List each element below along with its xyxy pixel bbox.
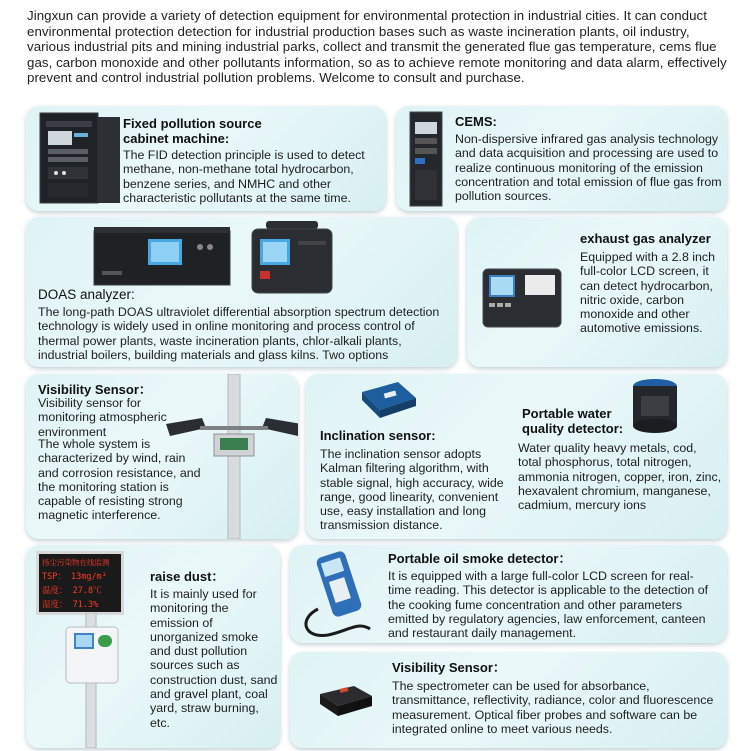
card-text: It is equipped with a large full-color LCD screen for real-time reading. This detector is applicable to the detection of the cooking fume concentration and other parameters emitted by regulatory agencies, law enforcement, canteen and restaurant daily management. <box>388 569 709 641</box>
card-title: Visibility Sensor： <box>392 660 506 675</box>
card-text: Visibility sensor for monitoring atmospheric environment <box>38 396 167 439</box>
card-inclination-water <box>306 374 727 539</box>
card-spectrometer <box>290 652 727 748</box>
water-quality-detector-image <box>626 376 684 434</box>
card-text: Equipped with a 2.8 inch full-color LCD screen, it can detect hydrocarbon, nitric oxide, carbon monoxide and other automotive emissions. <box>580 250 716 336</box>
dust-monitor-display <box>36 551 124 615</box>
card-title: Inclination sensor: <box>320 428 436 443</box>
card-title: Portable oil smoke detector： <box>388 551 572 566</box>
card-cems <box>396 106 727 211</box>
card-raise-dust <box>26 545 280 748</box>
doas-portable-analyzer-image <box>248 219 336 297</box>
card-title-2: Portable water quality detector: <box>522 406 624 436</box>
card-title: Visibility Sensor： <box>38 382 152 397</box>
card-text: The long-path DOAS ultraviolet differential absorption spectrum detection technology is widely used in online monitoring and process control of thermal power plants, waste incineration plants, chlor-alkali plants, industrial boilers, building materials and glass kilns. Two options <box>38 305 440 362</box>
display-line: TSP： 13mg/m³ <box>42 572 107 582</box>
card-text: The FID detection principle is used to detect methane, non-methane total hydrocarbon, benzene series, and NMHC and other characteristic pollutants at the same time. <box>123 148 365 205</box>
cems-cabinet-image <box>406 110 446 208</box>
card-oil-smoke-detector <box>290 545 727 643</box>
card-text: Non-dispersive infrared gas analysis technology and data acquisition and processing are used to realize continuous monitoring of the emission concentration and total emission of flue gas from pollution sources. <box>455 132 722 204</box>
card-title: Fixed pollution source cabinet machine: <box>123 116 262 146</box>
intro-paragraph: Jingxun can provide a variety of detection equipment for environmental protection in industrial cities. It can conduct environmental protection detection for industrial production bases such as waste incineration plants, oil industry, various industrial pits and mining industrial parks, collect and transmit the generated flue gas temperature, cems flue gas, carbon monoxide and other pollutants information, so as to achieve remote monitoring and data alarm, effectively prevent and control industrial pollution problems. Welcome to consult and purchase. <box>27 8 727 86</box>
card-title: exhaust gas analyzer <box>580 231 711 246</box>
display-line: 扬尘污染物在线监测 <box>42 558 110 567</box>
card-visibility-sensor <box>26 374 298 539</box>
card-text-2: The whole system is characterized by wind, rain and corrosion resistance, and the monitoring station is capable of resisting strong magnetic interference. <box>38 437 201 523</box>
card-title: DOAS analyzer: <box>38 287 135 302</box>
doas-rack-analyzer-image <box>92 225 232 291</box>
card-title: CEMS: <box>455 114 497 129</box>
card-text: The inclination sensor adopts Kalman filtering algorithm, with stable signal, high accuracy, wide range, good linearity, convenient use, easy installation and long transmission distance. <box>320 447 504 533</box>
spectrometer-image <box>314 678 378 722</box>
exhaust-gas-analyzer-image <box>479 261 565 331</box>
card-title: raise dust： <box>150 569 225 584</box>
card-text: It is mainly used for monitoring the emission of unorganized smoke and dust pollution sources such as construction dust, sand and gravel plant, coal yard, straw burning, etc. <box>150 587 278 730</box>
display-line: 温度： 27.8℃ <box>42 586 102 596</box>
cabinet-machine-image <box>36 111 126 207</box>
display-line: 湿度： 71.3% <box>42 600 99 610</box>
card-text: The spectrometer can be used for absorbance, transmittance, reflectivity, radiance, color and fluorescence measurement. Optical fiber probes and software can be integrated online to meet various needs. <box>392 679 714 736</box>
card-text-2: Water quality heavy metals, cod, total phosphorus, total nitrogen, ammonia nitrogen, copper, iron, zinc, hexavalent chromium, manganese, cadmium, mercury ions <box>518 441 722 513</box>
dust-monitor-pole-image <box>60 613 130 748</box>
inclination-sensor-image <box>356 378 422 422</box>
card-exhaust-gas-analyzer <box>467 217 727 367</box>
card-fixed-pollution-cabinet <box>26 106 386 211</box>
card-doas-analyzer <box>26 217 457 367</box>
oil-smoke-detector-image <box>298 549 376 641</box>
